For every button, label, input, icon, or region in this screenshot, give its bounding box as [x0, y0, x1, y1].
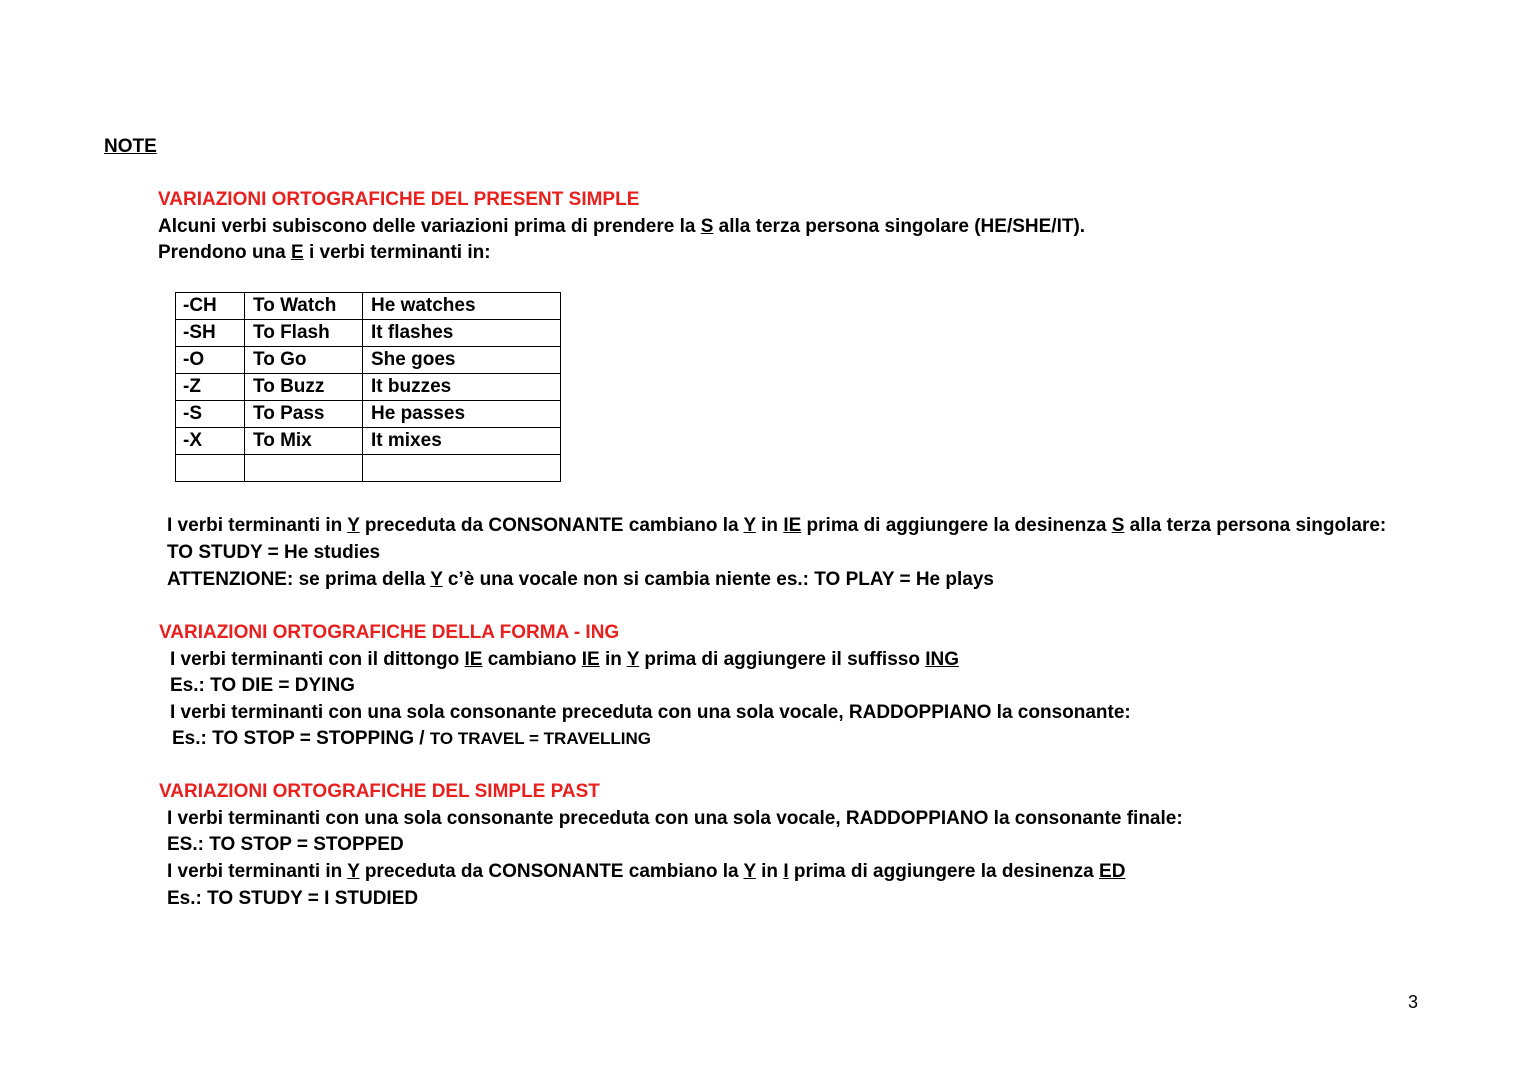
text-segment: prima di aggiungere la desinenza — [788, 861, 1100, 882]
underlined-letter: ED — [1099, 861, 1126, 882]
example-cell — [363, 455, 561, 482]
text-segment: I verbi terminanti in — [167, 515, 348, 536]
ing-example-2 — [172, 728, 651, 750]
text-segment: i verbi terminanti in: — [303, 242, 491, 263]
verb-endings-table — [175, 292, 561, 482]
table-row — [176, 428, 561, 455]
text-segment: Alcuni verbi subiscono delle variazioni prima di prendere la — [158, 216, 701, 237]
underlined-letter: E — [291, 242, 304, 263]
text-segment: Prendono una — [158, 242, 291, 263]
underlined-letter: Y — [430, 569, 443, 590]
ing-rule-1 — [170, 649, 959, 671]
text-segment: in — [599, 649, 627, 670]
example-cell: It mixes — [363, 428, 561, 455]
page-number: 3 — [1408, 992, 1419, 1012]
example-cell: It buzzes — [363, 374, 561, 401]
text-segment: I verbi terminanti in — [167, 861, 348, 882]
verb-cell — [245, 455, 363, 482]
verb-cell: To Pass — [245, 401, 363, 428]
text-segment: alla terza persona singolare (HE/SHE/IT). — [713, 216, 1086, 237]
verb-cell: To Mix — [245, 428, 363, 455]
underlined-letter: IE — [783, 515, 802, 536]
table-row — [176, 293, 561, 320]
table-row — [176, 374, 561, 401]
text-segment: in — [755, 861, 784, 882]
ing-rule-2: I verbi terminanti con una sola consonante preceduta con una sola vocale, RADDOPPIANO la consonante: — [170, 702, 1131, 723]
text-segment: alla terza persona singolare: — [1124, 515, 1387, 536]
past-example-2: Es.: TO STUDY = I STUDIED — [167, 888, 419, 909]
underlined-letter: Y — [347, 515, 360, 536]
underlined-letter: ING — [925, 649, 960, 670]
table-row-empty — [176, 455, 561, 482]
ending-cell: -Z — [176, 374, 245, 401]
past-example-1: ES.: TO STOP = STOPPED — [167, 834, 404, 855]
past-rule-1: I verbi terminanti con una sola consonante preceduta con una sola vocale, RADDOPPIANO la consonante finale: — [167, 808, 1183, 829]
example-cell: She goes — [363, 347, 561, 374]
example-cell: He passes — [363, 401, 561, 428]
text-segment: TO TRAVEL = TRAVELLING — [429, 729, 652, 748]
present-simple-intro-2 — [158, 242, 491, 264]
simple-past-title: VARIAZIONI ORTOGRAFICHE DEL SIMPLE PAST — [159, 781, 600, 802]
ing-example-1: Es.: TO DIE = DYING — [170, 675, 355, 696]
text-segment: Es.: TO STOP = STOPPING / — [172, 728, 430, 749]
verb-cell: To Watch — [245, 293, 363, 320]
text-segment: preceduta da CONSONANTE cambiano la — [359, 861, 744, 882]
underlined-letter: Y — [743, 515, 756, 536]
ending-cell: -SH — [176, 320, 245, 347]
text-segment: in — [755, 515, 784, 536]
text-segment: ATTENZIONE: se prima della — [167, 569, 431, 590]
ending-cell: -S — [176, 401, 245, 428]
ending-cell — [176, 455, 245, 482]
ending-cell: -CH — [176, 293, 245, 320]
attention-note — [167, 569, 994, 591]
present-simple-intro-1 — [158, 216, 1085, 238]
text-segment: prima di aggiungere la desinenza — [801, 515, 1112, 536]
text-segment: c’è una vocale non si cambia niente es.: TO PLAY = He plays — [442, 569, 994, 590]
ing-form-title: VARIAZIONI ORTOGRAFICHE DELLA FORMA - ING — [159, 622, 620, 643]
underlined-letter: Y — [626, 649, 640, 670]
example-cell: He watches — [363, 293, 561, 320]
ending-cell: -O — [176, 347, 245, 374]
note-heading: NOTE — [104, 136, 157, 157]
present-simple-title: VARIAZIONI ORTOGRAFICHE DEL PRESENT SIMPLE — [158, 189, 640, 210]
verb-cell: To Go — [245, 347, 363, 374]
underlined-letter: I — [783, 861, 789, 882]
y-rule-text — [167, 515, 1386, 537]
text-segment: prima di aggiungere il suffisso — [639, 649, 926, 670]
text-segment: cambiano — [482, 649, 582, 670]
underlined-letter: S — [700, 216, 714, 237]
example-cell: It flashes — [363, 320, 561, 347]
verb-cell: To Flash — [245, 320, 363, 347]
underlined-letter: S — [1111, 515, 1125, 536]
underlined-letter: IE — [464, 649, 483, 670]
verb-cell: To Buzz — [245, 374, 363, 401]
text-segment: preceduta da CONSONANTE cambiano la — [359, 515, 744, 536]
table-row — [176, 347, 561, 374]
underlined-letter: IE — [581, 649, 600, 670]
past-rule-2 — [167, 861, 1125, 883]
ending-cell: -X — [176, 428, 245, 455]
underlined-letter: Y — [743, 861, 756, 882]
table-row — [176, 401, 561, 428]
text-segment: I verbi terminanti con il dittongo — [170, 649, 465, 670]
table-row — [176, 320, 561, 347]
underlined-letter: Y — [347, 861, 360, 882]
y-rule-example: TO STUDY = He studies — [167, 542, 381, 563]
